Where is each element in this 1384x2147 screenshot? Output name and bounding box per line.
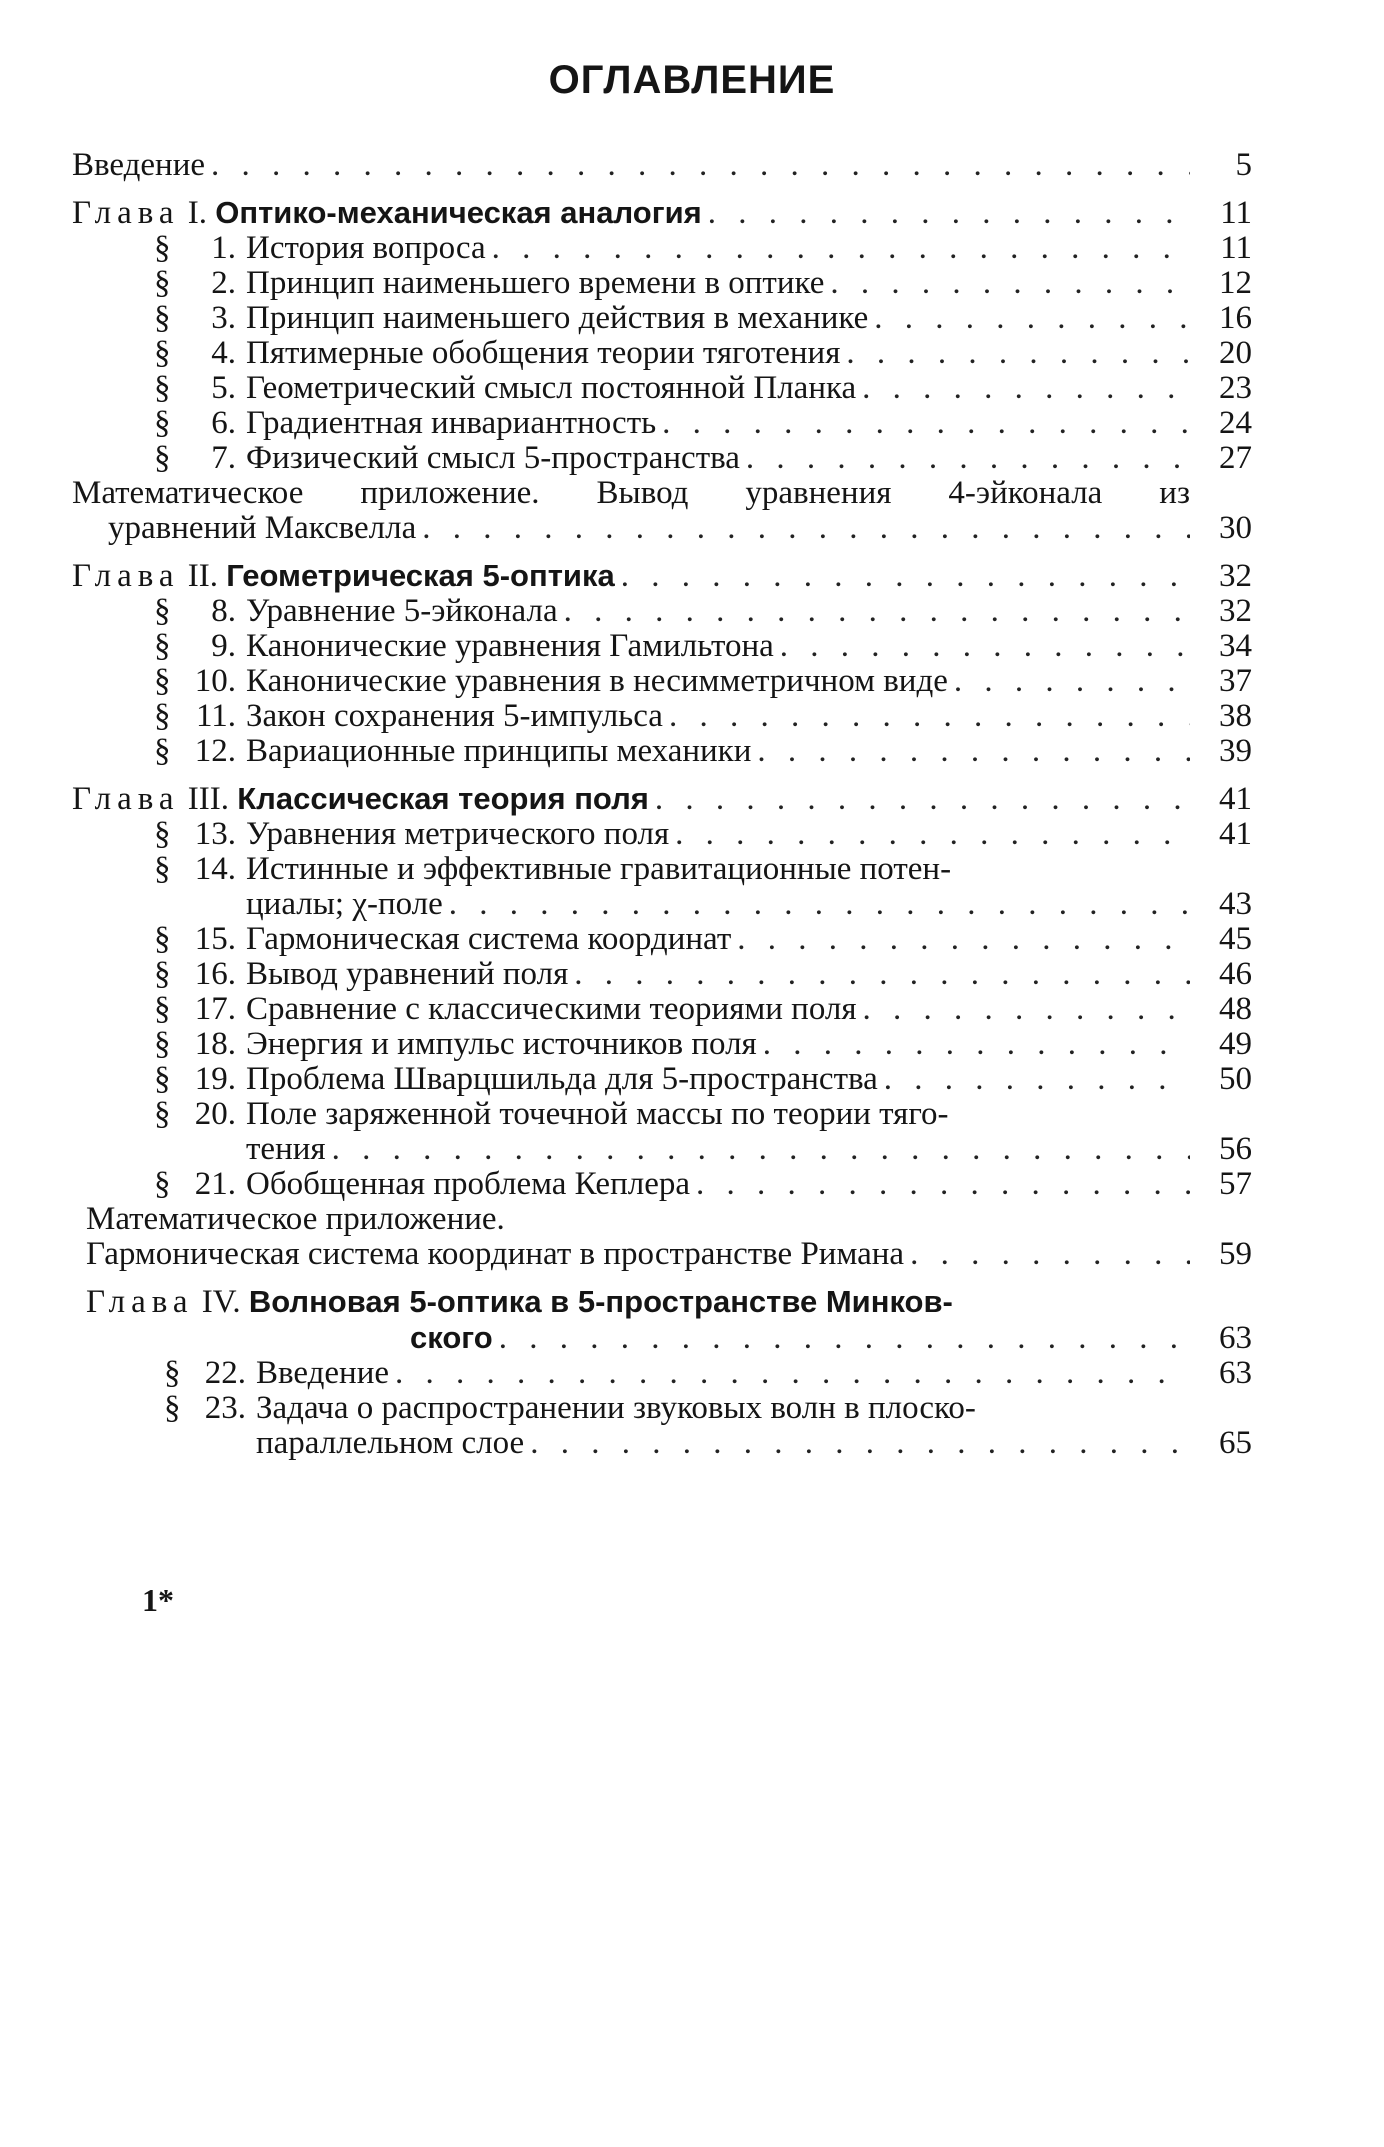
section-title: Градиентная инвариантность — [246, 406, 657, 441]
page-number: 24 — [1219, 406, 1252, 441]
section-number: 13. — [194, 817, 236, 852]
section-number: 4. — [211, 336, 236, 371]
chapter-numeral: III. — [187, 781, 229, 817]
section-sign: § — [154, 699, 171, 734]
section-title: Истинные и эффективные гравитационные потен- — [246, 852, 952, 887]
toc-section-18[interactable] — [72, 1027, 1252, 1062]
page-number: 41 — [1219, 817, 1252, 852]
section-number: 12. — [194, 734, 236, 769]
page-number: 12 — [1219, 266, 1252, 301]
section-title: Пятимерные обобщения теории тяготения — [246, 336, 841, 371]
section-number: 18. — [194, 1027, 236, 1062]
section-title-continued: тения — [246, 1132, 326, 1167]
section-sign: § — [154, 1097, 171, 1132]
leader-dots — [416, 511, 1190, 546]
page-number: 20 — [1219, 336, 1252, 371]
leader-dots — [443, 887, 1190, 922]
appendix-title-line-2: Гармоническая система координат в пространстве Римана — [86, 1237, 905, 1272]
chapter-title: Волновая 5-оптика в 5-пространстве Минков- — [248, 1284, 953, 1319]
chapter-title: Классическая теория поля — [237, 781, 649, 816]
section-number: 23. — [204, 1391, 246, 1426]
section-sign: § — [154, 231, 171, 266]
page-number: 48 — [1219, 992, 1252, 1027]
leader-dots — [663, 699, 1190, 734]
toc-section-17[interactable] — [72, 992, 1252, 1027]
leader-dots — [615, 559, 1190, 594]
section-sign: § — [154, 664, 171, 699]
section-title: Физический смысл 5-пространства — [246, 441, 740, 476]
toc-section-12[interactable] — [72, 734, 1252, 769]
leader-dots — [948, 664, 1190, 699]
toc-appendix-2[interactable] — [72, 1202, 1252, 1272]
toc-section-23[interactable] — [72, 1391, 1252, 1461]
section-title: Уравнение 5-эйконала — [246, 594, 558, 629]
chapter-numeral: I. — [187, 195, 208, 231]
leader-dots — [524, 1426, 1190, 1461]
table-of-contents — [72, 148, 1252, 1461]
section-title: Обобщенная проблема Кеплера — [246, 1167, 690, 1202]
toc-section-14[interactable] — [72, 852, 1252, 922]
section-title: Уравнения метрического поля — [246, 817, 670, 852]
toc-section-16[interactable] — [72, 957, 1252, 992]
section-sign: § — [154, 441, 171, 476]
leader-dots — [568, 957, 1190, 992]
section-sign: § — [154, 1167, 171, 1202]
page-title: ОГЛАВЛЕНИЕ — [548, 58, 836, 102]
toc-chapter-2[interactable] — [72, 558, 1252, 594]
leader-dots — [868, 301, 1190, 336]
leader-dots — [205, 148, 1190, 183]
appendix-title-line-2: уравнений Максвелла — [108, 511, 417, 546]
section-sign: § — [154, 734, 171, 769]
section-sign: § — [154, 922, 171, 957]
toc-section-3[interactable] — [72, 301, 1252, 336]
section-title: Канонические уравнения в несимметричном виде — [246, 664, 948, 699]
toc-section-22[interactable] — [72, 1356, 1252, 1391]
leader-dots — [486, 231, 1190, 266]
page-number: 5 — [1235, 148, 1252, 183]
section-sign: § — [154, 992, 171, 1027]
section-title: Принцип наименьшего времени в оптике — [246, 266, 825, 301]
leader-dots — [751, 734, 1190, 769]
appendix-title-line-1: Математическое приложение. — [86, 1202, 505, 1237]
leader-dots — [904, 1237, 1190, 1272]
page-number: 30 — [1219, 511, 1252, 546]
section-title-continued: циалы; χ-поле — [246, 887, 443, 922]
toc-section-9[interactable] — [72, 629, 1252, 664]
leader-dots — [649, 782, 1190, 817]
page-number: 65 — [1219, 1426, 1252, 1461]
section-title: Задача о распространении звуковых волн в плоско- — [256, 1391, 976, 1426]
page-number: 50 — [1219, 1062, 1252, 1097]
section-title: Сравнение с классическими теориями поля — [246, 992, 857, 1027]
section-title-continued: параллельном слое — [256, 1426, 525, 1461]
section-number: 1. — [211, 231, 236, 266]
page-number: 45 — [1219, 922, 1252, 957]
page-number: 59 — [1219, 1237, 1252, 1272]
page-number: 63 — [1219, 1356, 1252, 1391]
page-number: 23 — [1219, 371, 1252, 406]
section-number: 2. — [211, 266, 236, 301]
leader-dots — [857, 992, 1190, 1027]
toc-section-19[interactable] — [72, 1062, 1252, 1097]
toc-section-20[interactable] — [72, 1097, 1252, 1167]
section-number: 11. — [195, 699, 236, 734]
signature-mark: 1* — [142, 1582, 174, 1618]
page-number: 37 — [1219, 664, 1252, 699]
chapter-numeral: II. — [187, 558, 218, 594]
chapter-label: Глава — [72, 195, 180, 231]
section-title: Вариационные принципы механики — [246, 734, 752, 769]
section-title: История вопроса — [246, 231, 486, 266]
section-title: Введение — [256, 1356, 390, 1391]
leader-dots — [702, 196, 1190, 231]
section-title: Геометрический смысл постоянной Планка — [246, 371, 857, 406]
leader-dots — [856, 371, 1190, 406]
toc-section-15[interactable] — [72, 922, 1252, 957]
chapter-numeral: IV. — [201, 1284, 241, 1320]
leader-dots — [656, 406, 1190, 441]
toc-section-6[interactable] — [72, 406, 1252, 441]
leader-dots — [326, 1132, 1190, 1167]
leader-dots — [731, 922, 1190, 957]
appendix-title-line-1: Математическое приложение. Вывод уравнения 4-эйконала из — [72, 475, 1190, 511]
section-number: 21. — [194, 1167, 236, 1202]
toc-section-5[interactable] — [72, 371, 1252, 406]
section-sign: § — [164, 1391, 181, 1426]
leader-dots — [757, 1027, 1190, 1062]
leader-dots — [669, 817, 1190, 852]
chapter-label: Глава — [72, 558, 180, 594]
section-sign: § — [154, 371, 171, 406]
section-sign: § — [154, 1062, 171, 1097]
toc-appendix-1[interactable] — [72, 476, 1252, 546]
page-number: 32 — [1219, 558, 1252, 594]
page-number: 34 — [1219, 629, 1252, 664]
section-number: 16. — [194, 957, 236, 992]
section-sign: § — [154, 852, 171, 887]
leader-dots — [690, 1167, 1190, 1202]
section-number: 10. — [194, 664, 236, 699]
page-number: 38 — [1219, 699, 1252, 734]
toc-section-8[interactable] — [72, 594, 1252, 629]
page-number: 57 — [1219, 1167, 1252, 1202]
section-sign: § — [154, 301, 171, 336]
section-number: 22. — [204, 1356, 246, 1391]
page-number: 43 — [1219, 887, 1252, 922]
section-title: Вывод уравнений поля — [246, 957, 569, 992]
leader-dots — [740, 441, 1190, 476]
chapter-title: Геометрическая 5-оптика — [226, 558, 615, 593]
page-number: 11 — [1220, 231, 1252, 266]
page-number: 39 — [1219, 734, 1252, 769]
section-number: 8. — [211, 594, 236, 629]
toc-section-10[interactable] — [72, 664, 1252, 699]
section-sign: § — [164, 1356, 181, 1391]
section-title: Закон сохранения 5-импульса — [246, 699, 663, 734]
chapter-title: Оптико-механическая аналогия — [215, 195, 702, 230]
toc-chapter-4[interactable] — [72, 1284, 1252, 1356]
section-sign: § — [154, 1027, 171, 1062]
section-sign: § — [154, 629, 171, 664]
toc-section-2[interactable] — [72, 266, 1252, 301]
page-number: 27 — [1219, 441, 1252, 476]
chapter-label: Глава — [72, 781, 180, 817]
toc-section-13[interactable] — [72, 817, 1252, 852]
page-number: 41 — [1219, 781, 1252, 817]
toc-section-1[interactable] — [72, 231, 1252, 266]
toc-section-21[interactable] — [72, 1167, 1252, 1202]
toc-section-4[interactable] — [72, 336, 1252, 371]
leader-dots — [558, 594, 1190, 629]
leader-dots — [389, 1356, 1190, 1391]
section-number: 7. — [211, 441, 236, 476]
chapter-title-continued: ского — [410, 1320, 493, 1355]
toc-section-7[interactable] — [72, 441, 1252, 476]
leader-dots — [774, 629, 1190, 664]
section-sign: § — [154, 336, 171, 371]
section-title: Энергия и импульс источников поля — [246, 1027, 757, 1062]
chapter-label: Глава — [86, 1284, 194, 1320]
section-sign: § — [154, 957, 171, 992]
toc-section-11[interactable] — [72, 699, 1252, 734]
section-number: 9. — [211, 629, 236, 664]
leader-dots — [493, 1321, 1190, 1356]
section-title: Канонические уравнения Гамильтона — [246, 629, 774, 664]
toc-entry-intro[interactable] — [72, 148, 1252, 183]
page-number: 49 — [1219, 1027, 1252, 1062]
section-number: 5. — [211, 371, 236, 406]
leader-dots — [878, 1062, 1190, 1097]
leader-dots — [824, 266, 1190, 301]
section-sign: § — [154, 594, 171, 629]
section-number: 19. — [194, 1062, 236, 1097]
page-number: 32 — [1219, 594, 1252, 629]
page-number: 16 — [1219, 301, 1252, 336]
toc-chapter-1[interactable] — [72, 195, 1252, 231]
page-number: 46 — [1219, 957, 1252, 992]
page-number: 11 — [1220, 195, 1252, 231]
page-number: 56 — [1219, 1132, 1252, 1167]
section-sign: § — [154, 406, 171, 441]
section-sign: § — [154, 817, 171, 852]
section-title: Принцип наименьшего действия в механике — [246, 301, 869, 336]
section-title: Проблема Шварцшильда для 5-пространства — [246, 1062, 878, 1097]
section-number: 14. — [194, 852, 236, 887]
section-number: 15. — [194, 922, 236, 957]
section-sign: § — [154, 266, 171, 301]
section-number: 17. — [194, 992, 236, 1027]
section-number: 3. — [211, 301, 236, 336]
section-title: Гармоническая система координат — [246, 922, 732, 957]
section-number: 6. — [211, 406, 236, 441]
section-number: 20. — [194, 1097, 236, 1132]
toc-chapter-3[interactable] — [72, 781, 1252, 817]
entry-title: Введение — [72, 148, 206, 183]
page-number: 63 — [1219, 1320, 1252, 1356]
leader-dots — [840, 336, 1190, 371]
section-title: Поле заряженной точечной массы по теории тяго- — [246, 1097, 949, 1132]
